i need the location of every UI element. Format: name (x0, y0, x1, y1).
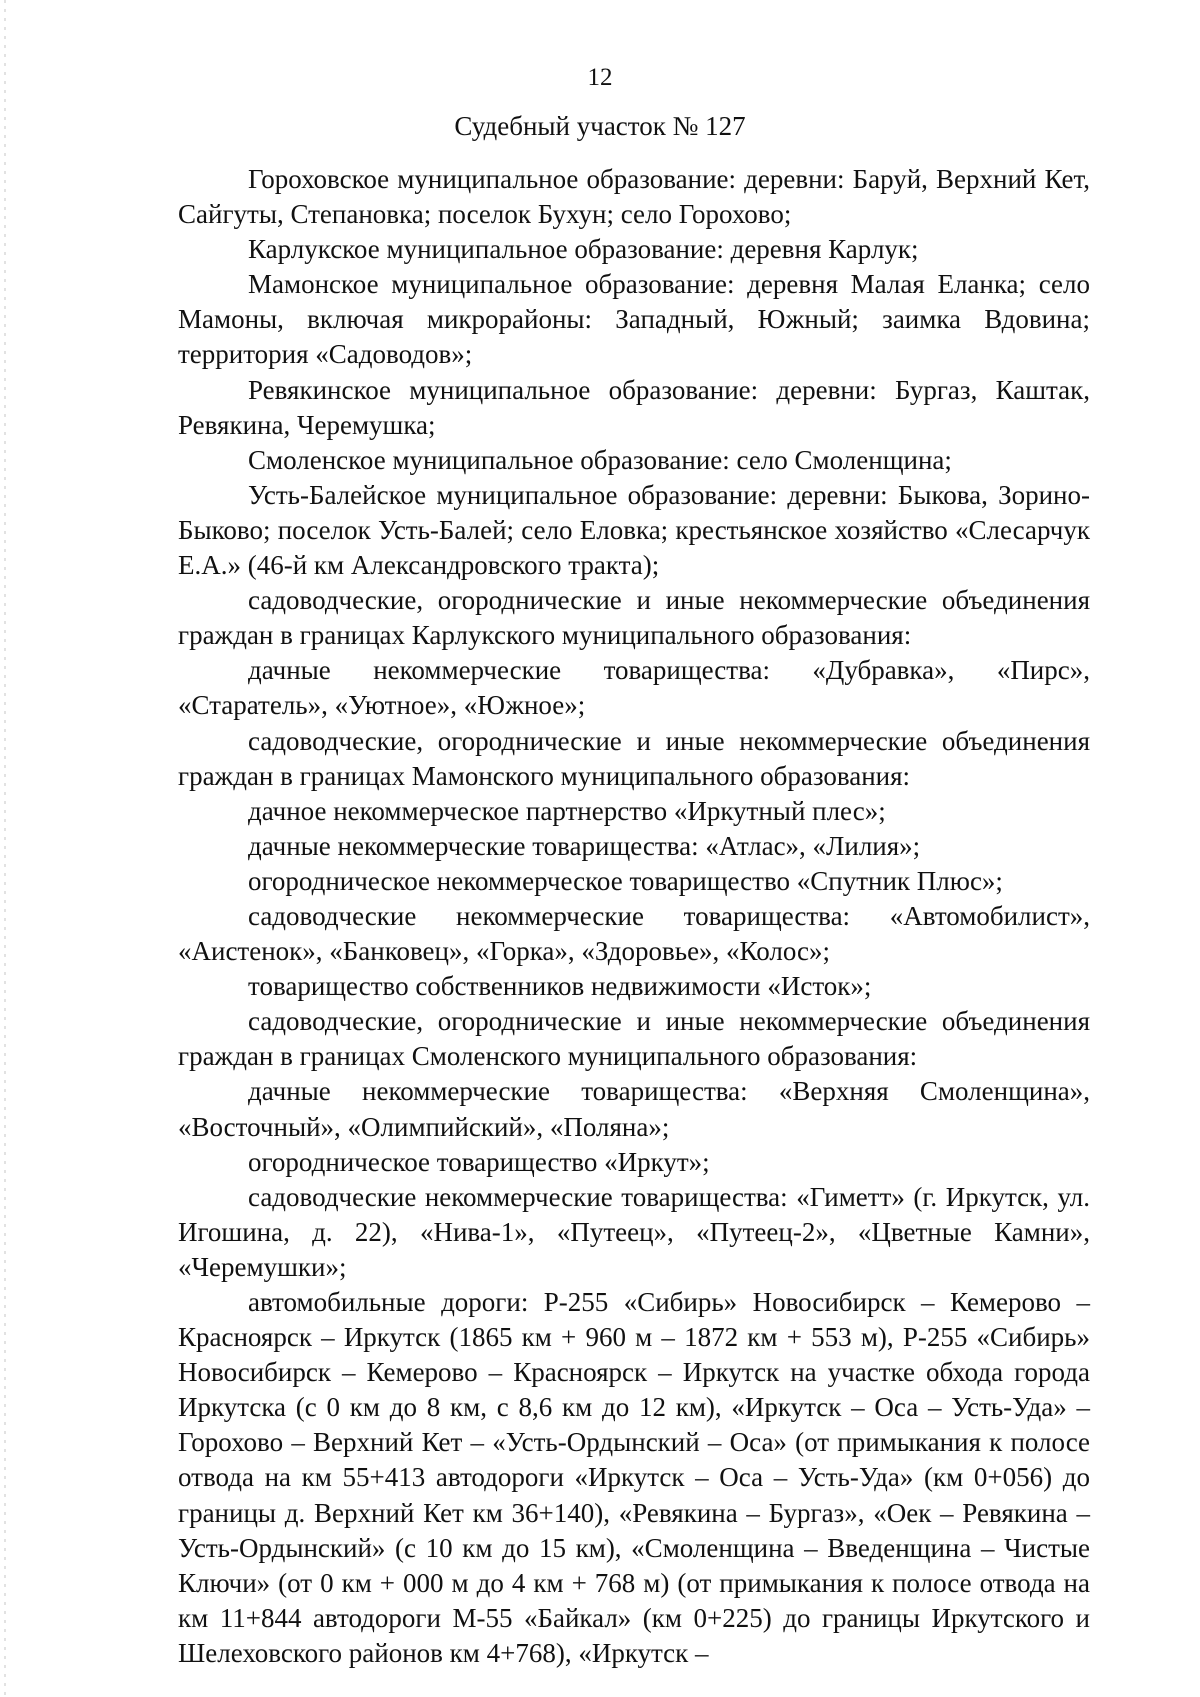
paragraph: садоводческие, огороднические и иные некоммерческие объединения граждан в границах Смоленского муниципального образования: (178, 1006, 1090, 1072)
section-title: Судебный участок № 127 (454, 111, 746, 141)
paragraph: Карлукское муниципальное образование: деревня Карлук; (248, 234, 919, 265)
paragraph: садоводческие, огороднические и иные некоммерческие объединения граждан в границах Мамонского муниципального образования: (178, 725, 1090, 791)
page-number: 12 (587, 64, 613, 91)
paragraph: товарищество собственников недвижимости «Исток»; (248, 971, 872, 1002)
paragraph: садоводческие некоммерческие товарищества: «Гиметт» (г. Иркутск, ул. Игошина, д. 22), «Нива-1», «Путеец», «Путеец-2», «Цветные Камни», «Черемушки»; (178, 1181, 1090, 1282)
paragraph: садоводческие некоммерческие товарищества: «Автомобилист», «Аистенок», «Банковец», «Горка», «Здоровье», «Колос»; (178, 900, 1090, 967)
paragraph: дачное некоммерческое партнерство «Иркутный плес»; (248, 795, 886, 826)
paragraph: садоводческие, огороднические и иные некоммерческие объединения граждан в границах Карлукского муниципального образования: (178, 585, 1090, 651)
paragraph: огородническое товарищество «Иркут»; (248, 1146, 710, 1177)
paragraph: Мамонское муниципальное образование: деревня Малая Еланка; село Мамоны, включая микрорайоны: Западный, Южный; заимка Вдовина; территория «Садоводов»; (178, 269, 1090, 370)
paragraph: Усть-Балейское муниципальное образование: деревни: Быкова, Зорино-Быково; поселок Усть-Балей; село Еловка; крестьянское хозяйство «Слесарчук Е.А.» (46-й км Александровского тракта); (178, 479, 1090, 581)
paragraph: дачные некоммерческие товарищества: «Атлас», «Лилия»; (248, 830, 921, 861)
scan-edge-artifact (4, 0, 6, 1697)
paragraph: Гороховское муниципальное образование: деревни: Баруй, Верхний Кет, Сайгуты, Степановка; поселок Бухун; село Горохово; (178, 164, 1090, 230)
paragraph: дачные некоммерческие товарищества: «Дубравка», «Пирс», «Старатель», «Уютное», «Южное»; (178, 655, 1090, 721)
paragraph: Смоленское муниципальное образование: село Смоленщина; (248, 444, 952, 475)
paragraph: дачные некоммерческие товарищества: «Верхняя Смоленщина», «Восточный», «Олимпийский», «Поляна»; (178, 1076, 1090, 1142)
paragraph: огородническое некоммерческое товарищество «Спутник Плюс»; (248, 865, 1003, 896)
paragraph: Ревякинское муниципальное образование: деревни: Бургаз, Каштак, Ревякина, Черемушка; (178, 374, 1090, 440)
body-text (178, 162, 1090, 1671)
paragraph: автомобильные дороги: Р-255 «Сибирь» Новосибирск – Кемерово – Красноярск – Иркутск (1865 км + 960 м – 1872 км + 553 м), Р-255 «Сибирь» Новосибирск – Кемерово – Красноярск – Иркутск на участке обхода города Иркутска (с 0 км до 8 км, с 8,6 км до 12 км), «Иркутск – Оса – Усть-Уда» – Горохово – Верхний Кет – «Усть-Ордынский – Оса» (от примыкания к полосе отвода на км 55+413 автодороги «Иркутск – Оса – Усть-Уда» (км 0+056) до границы д. Верхний Кет км 36+140), «Ревякина – Бургаз», «Оек – Ревякина – Усть-Ордынский» (с 10 км до 15 км), «Смоленщина – Введенщина – Чистые Ключи» (от 0 км + 000 м до 4 км + 768 м) (от примыкания к полосе отвода на км 11+844 автодороги М-55 «Байкал» (км 0+225) до границы Иркутского и Шелеховского районов км 4+768), «Иркутск – (178, 1287, 1090, 1668)
